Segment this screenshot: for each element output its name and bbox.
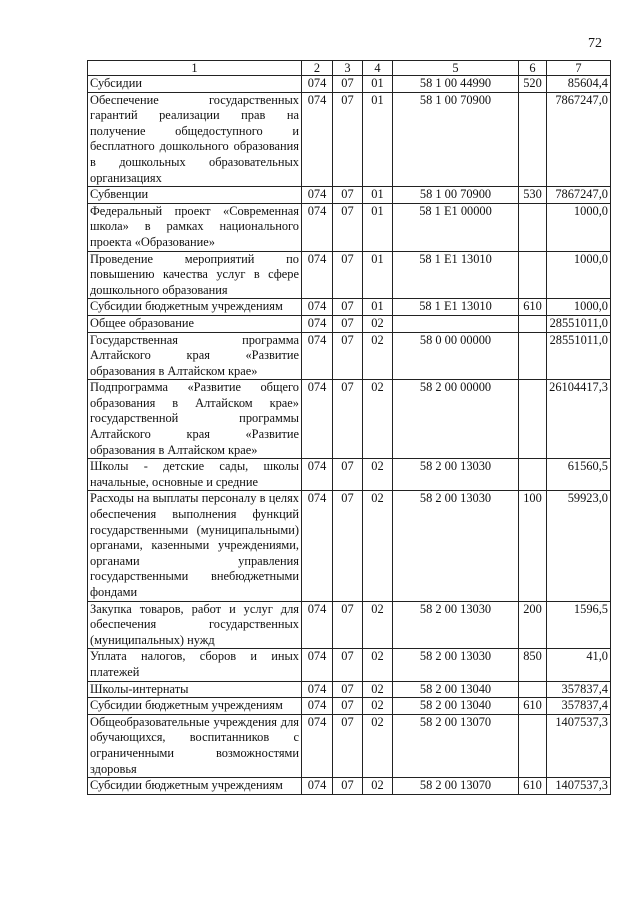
table-row	[88, 187, 611, 204]
row-name-cell: Подпрограмма «Развитие общего образования в Алтайском крае» государственной программы Алтайского края «Развитие образования в Алтайском крае»	[88, 380, 302, 459]
target-article-cell: 58 1 00 70900	[393, 92, 519, 187]
table-row	[88, 681, 611, 698]
ministry-code-cell: 074	[302, 203, 333, 251]
ministry-code-cell: 074	[302, 491, 333, 601]
section-code-cell: 07	[333, 380, 363, 459]
expense-type-cell	[519, 459, 547, 491]
amount-cell: 1407537,3	[547, 778, 611, 795]
row-name-cell: Субвенции	[88, 187, 302, 204]
expense-type-cell	[519, 332, 547, 380]
row-name-cell: Уплата налогов, сборов и иных платежей	[88, 649, 302, 681]
target-article-cell: 58 2 00 13030	[393, 601, 519, 649]
amount-cell: 7867247,0	[547, 187, 611, 204]
ministry-code-cell: 074	[302, 380, 333, 459]
row-name-cell: Обеспечение государственных гарантий реализации прав на получение общедоступного и бесплатного дошкольного образования в дошкольных образовательных организациях	[88, 92, 302, 187]
amount-cell: 85604,4	[547, 76, 611, 93]
column-header: 5	[393, 61, 519, 76]
amount-cell: 59923,0	[547, 491, 611, 601]
table-header-row	[88, 61, 611, 76]
amount-cell: 357837,4	[547, 698, 611, 715]
amount-cell: 1596,5	[547, 601, 611, 649]
amount-cell: 41,0	[547, 649, 611, 681]
section-code-cell: 07	[333, 649, 363, 681]
table-row	[88, 491, 611, 601]
section-code-cell: 07	[333, 601, 363, 649]
table-row	[88, 778, 611, 795]
section-code-cell: 07	[333, 698, 363, 715]
ministry-code-cell: 074	[302, 187, 333, 204]
expense-type-cell	[519, 251, 547, 299]
row-name-cell: Государственная программа Алтайского края «Развитие образования в Алтайском крае»	[88, 332, 302, 380]
subsection-code-cell: 02	[363, 681, 393, 698]
expense-type-cell	[519, 92, 547, 187]
subsection-code-cell: 02	[363, 380, 393, 459]
section-code-cell: 07	[333, 76, 363, 93]
target-article-cell: 58 1 E1 00000	[393, 203, 519, 251]
expense-type-cell: 850	[519, 649, 547, 681]
column-header: 7	[547, 61, 611, 76]
target-article-cell: 58 0 00 00000	[393, 332, 519, 380]
row-name-cell: Школы - детские сады, школы начальные, основные и средние	[88, 459, 302, 491]
expense-type-cell: 610	[519, 299, 547, 316]
table-row	[88, 380, 611, 459]
section-code-cell: 07	[333, 92, 363, 187]
section-code-cell: 07	[333, 778, 363, 795]
amount-cell: 1000,0	[547, 251, 611, 299]
section-code-cell: 07	[333, 459, 363, 491]
section-code-cell: 07	[333, 681, 363, 698]
target-article-cell	[393, 315, 519, 332]
target-article-cell: 58 2 00 00000	[393, 380, 519, 459]
target-article-cell: 58 1 00 70900	[393, 187, 519, 204]
section-code-cell: 07	[333, 299, 363, 316]
subsection-code-cell: 01	[363, 251, 393, 299]
table-row	[88, 76, 611, 93]
section-code-cell: 07	[333, 251, 363, 299]
ministry-code-cell: 074	[302, 649, 333, 681]
amount-cell: 357837,4	[547, 681, 611, 698]
column-header: 4	[363, 61, 393, 76]
table-row	[88, 601, 611, 649]
target-article-cell: 58 2 00 13030	[393, 649, 519, 681]
ministry-code-cell: 074	[302, 299, 333, 316]
section-code-cell: 07	[333, 714, 363, 777]
subsection-code-cell: 02	[363, 698, 393, 715]
subsection-code-cell: 02	[363, 714, 393, 777]
row-name-cell: Расходы на выплаты персоналу в целях обеспечения выполнения функций государственными (муниципальными) органами, казенными учреждениями, органами управления государственными внебюджетными фондами	[88, 491, 302, 601]
subsection-code-cell: 01	[363, 187, 393, 204]
expense-type-cell: 200	[519, 601, 547, 649]
subsection-code-cell: 02	[363, 601, 393, 649]
expense-type-cell: 520	[519, 76, 547, 93]
target-article-cell: 58 2 00 13040	[393, 681, 519, 698]
row-name-cell: Общее образование	[88, 315, 302, 332]
amount-cell: 1000,0	[547, 203, 611, 251]
subsection-code-cell: 01	[363, 203, 393, 251]
row-name-cell: Общеобразовательные учреждения для обучающихся, воспитанников с ограниченными возможностями здоровья	[88, 714, 302, 777]
row-name-cell: Субсидии	[88, 76, 302, 93]
target-article-cell: 58 2 00 13070	[393, 714, 519, 777]
table-row	[88, 649, 611, 681]
section-code-cell: 07	[333, 315, 363, 332]
ministry-code-cell: 074	[302, 76, 333, 93]
expense-type-cell	[519, 681, 547, 698]
subsection-code-cell: 02	[363, 491, 393, 601]
expense-type-cell: 100	[519, 491, 547, 601]
ministry-code-cell: 074	[302, 315, 333, 332]
row-name-cell: Субсидии бюджетным учреждениям	[88, 778, 302, 795]
row-name-cell: Закупка товаров, работ и услуг для обеспечения государственных (муниципальных) нужд	[88, 601, 302, 649]
ministry-code-cell: 074	[302, 714, 333, 777]
amount-cell: 26104417,3	[547, 380, 611, 459]
section-code-cell: 07	[333, 332, 363, 380]
target-article-cell: 58 1 00 44990	[393, 76, 519, 93]
table-row	[88, 315, 611, 332]
expense-type-cell: 610	[519, 698, 547, 715]
ministry-code-cell: 074	[302, 681, 333, 698]
budget-table	[87, 60, 611, 795]
target-article-cell: 58 2 00 13070	[393, 778, 519, 795]
table-row	[88, 714, 611, 777]
amount-cell: 7867247,0	[547, 92, 611, 187]
table-row	[88, 698, 611, 715]
row-name-cell: Проведение мероприятий по повышению качества услуг в сфере дошкольного образования	[88, 251, 302, 299]
column-header: 1	[88, 61, 302, 76]
subsection-code-cell: 02	[363, 315, 393, 332]
expense-type-cell	[519, 380, 547, 459]
table-row	[88, 251, 611, 299]
section-code-cell: 07	[333, 491, 363, 601]
ministry-code-cell: 074	[302, 92, 333, 187]
ministry-code-cell: 074	[302, 332, 333, 380]
subsection-code-cell: 02	[363, 332, 393, 380]
column-header: 2	[302, 61, 333, 76]
target-article-cell: 58 2 00 13030	[393, 459, 519, 491]
target-article-cell: 58 1 E1 13010	[393, 299, 519, 316]
amount-cell: 28551011,0	[547, 315, 611, 332]
subsection-code-cell: 01	[363, 76, 393, 93]
row-name-cell: Субсидии бюджетным учреждениям	[88, 698, 302, 715]
expense-type-cell	[519, 203, 547, 251]
table-row	[88, 299, 611, 316]
column-header: 3	[333, 61, 363, 76]
ministry-code-cell: 074	[302, 698, 333, 715]
table-row	[88, 332, 611, 380]
expense-type-cell	[519, 315, 547, 332]
amount-cell: 1407537,3	[547, 714, 611, 777]
section-code-cell: 07	[333, 187, 363, 204]
amount-cell: 1000,0	[547, 299, 611, 316]
section-code-cell: 07	[333, 203, 363, 251]
ministry-code-cell: 074	[302, 778, 333, 795]
subsection-code-cell: 02	[363, 459, 393, 491]
table-row	[88, 459, 611, 491]
row-name-cell: Школы-интернаты	[88, 681, 302, 698]
target-article-cell: 58 2 00 13040	[393, 698, 519, 715]
subsection-code-cell: 02	[363, 649, 393, 681]
ministry-code-cell: 074	[302, 601, 333, 649]
amount-cell: 61560,5	[547, 459, 611, 491]
column-header: 6	[519, 61, 547, 76]
expense-type-cell: 530	[519, 187, 547, 204]
row-name-cell: Федеральный проект «Современная школа» в рамках национального проекта «Образование»	[88, 203, 302, 251]
expense-type-cell: 610	[519, 778, 547, 795]
expense-type-cell	[519, 714, 547, 777]
target-article-cell: 58 1 E1 13010	[393, 251, 519, 299]
target-article-cell: 58 2 00 13030	[393, 491, 519, 601]
ministry-code-cell: 074	[302, 459, 333, 491]
row-name-cell: Субсидии бюджетным учреждениям	[88, 299, 302, 316]
table-row	[88, 92, 611, 187]
page-number: 72	[588, 36, 602, 51]
table-row	[88, 203, 611, 251]
amount-cell: 28551011,0	[547, 332, 611, 380]
subsection-code-cell: 02	[363, 778, 393, 795]
subsection-code-cell: 01	[363, 92, 393, 187]
subsection-code-cell: 01	[363, 299, 393, 316]
ministry-code-cell: 074	[302, 251, 333, 299]
